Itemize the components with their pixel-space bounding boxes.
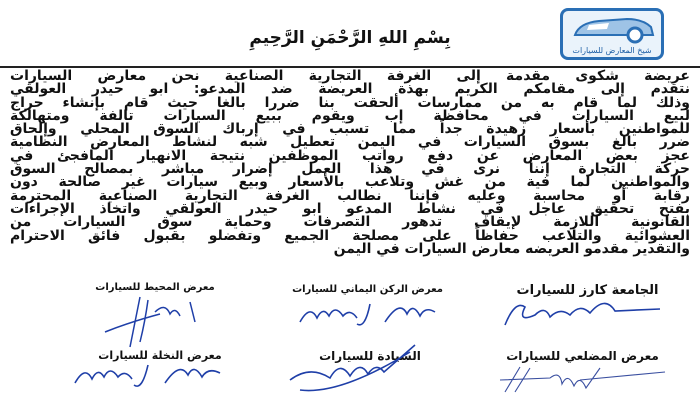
- letter-line: نتقدم إلى مقامكم الكريم بهذة العريضة ضد المدعو: ابو حيدر العولقي: [10, 81, 690, 98]
- logo-text: شيخ المعارض للسيارات: [572, 46, 652, 55]
- letter-line: ضرر بالغ بسوق السيارات في اليمن تعطيل شبه لنشاط المعارض النظامية: [10, 134, 690, 151]
- letter-line: والمواطنين لما فية من غش وتلاعب بالأسعار وبيع سيارات غير صالحة دون: [10, 174, 690, 191]
- signatory-label: معرض النخلة للسيارات: [98, 349, 222, 362]
- letter-line: عريضة شكوى مقدمة إلى الغرفة التجارية الصناعية نحن معارض السيارات: [10, 68, 690, 84]
- signature: [490, 362, 670, 398]
- signatory-label: الجامعة كارز للسيارات: [516, 283, 659, 298]
- basmala-heading: بِسْمِ اللهِ الرَّحْمَنِ الرَّحِيمِ: [249, 28, 451, 48]
- signatory-label: معرض المضلعي للسيارات: [506, 349, 659, 363]
- logo: [560, 8, 664, 60]
- letter-line: عجز بعض المعارض عن دفع رواتب الموظفين نتيجة الانهيار المافجئ في: [10, 147, 690, 164]
- letter-line: رقابة أو محاسبة وعليه فإننا نطالب الغرفة التجارية الصناعية المحترمة: [10, 187, 690, 204]
- letter-line: للمواطنين بأسعار زهيدة جداً مما تسبب في إرباك السوق المحلي وإلحاق: [10, 121, 690, 138]
- signature: [295, 294, 445, 334]
- letter-body: [10, 70, 690, 256]
- signature: [280, 340, 420, 400]
- letter-line: القانونية اللازمة لإيقاف تدهور التصرفات وحماية سوق السيارات من: [10, 214, 690, 231]
- signature: [70, 357, 230, 392]
- signature: [100, 292, 210, 350]
- car-icon: [569, 13, 657, 45]
- letter-line: بفتح تحقيق عاجل في نشاط المدعو ابو حيدر العولقي واتخاذ الإجراءات: [10, 200, 690, 217]
- letter-line: العشوائية والتلاعب حفاظاً على مصلحة الجميع وتفضلو بقبول فائق الاحترام: [10, 227, 690, 244]
- signatory-label: معرض الركن اليماني للسيارات: [292, 284, 443, 295]
- signatory-label: معرض المحيط للسيارات: [95, 282, 215, 293]
- signature: [495, 295, 665, 335]
- letter-line: حركة التجارة إننا نرى في هذا العمل إضرار مباشر بمصالح السوق: [10, 161, 690, 178]
- letter-line: لبيع السيارات في محافظة إب ويقوم ببيع السيارات تالفة ومتهالكة: [10, 107, 690, 124]
- signatory-label: السيادة للسيارات: [319, 349, 421, 363]
- letter-line: وذلك لما قام به من ممارسات ألحقت بنا ضررا بالغا حيث قام بإنشاء حراج: [10, 94, 690, 111]
- letter-line: والتقدير مقدمو العريضه معارض السيارات في اليمن: [333, 240, 690, 257]
